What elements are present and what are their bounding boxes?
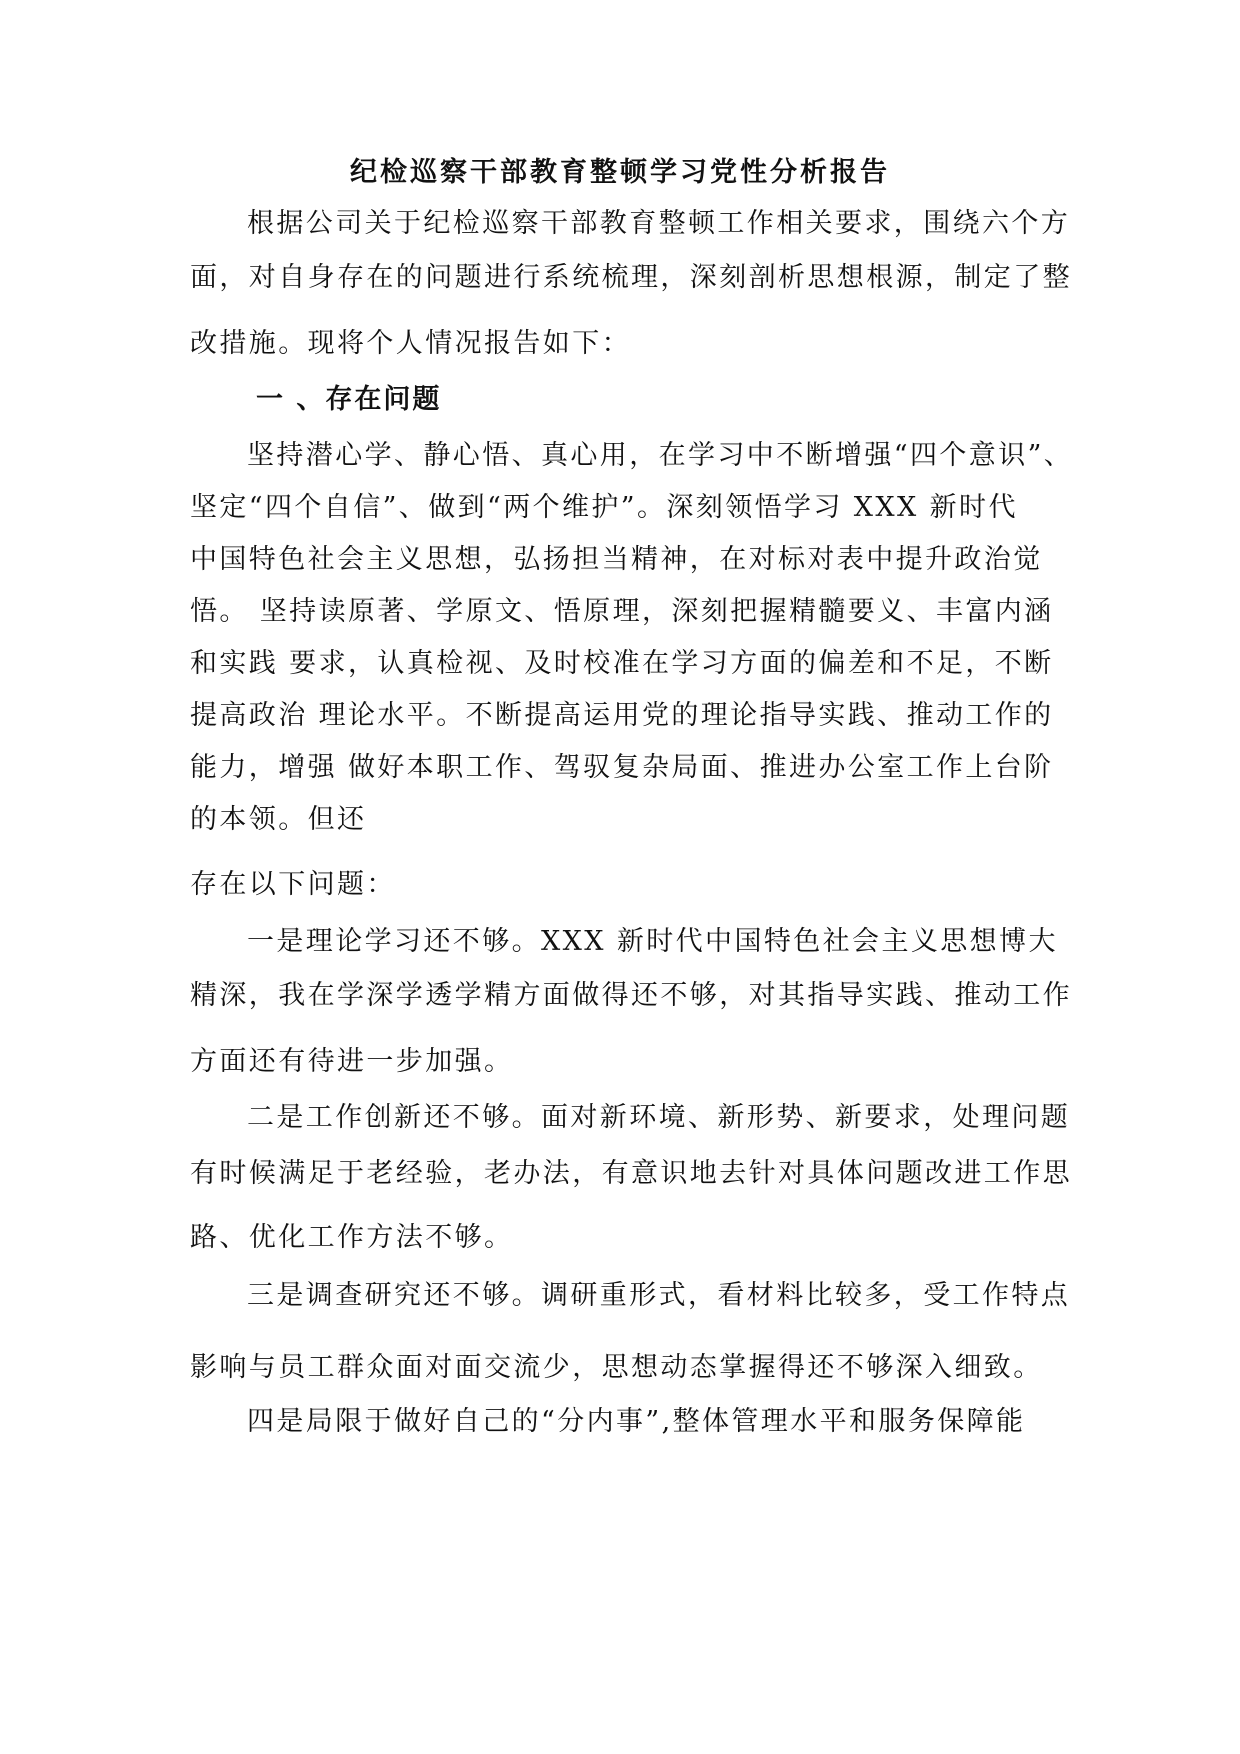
problem-1-line-1: 一是理论学习还不够。XXX 新时代中国特色社会主义思想博大 [247,926,1058,957]
problem-4-line-1: 四是局限于做好自己的“分内事”,整体管理水平和服务保障能 [247,1406,1026,1437]
problem-2-line-2: 有时候满足于老经验，老办法，有意识地去针对具体问题改进工作思 [190,1158,1072,1189]
problem-3-line-1: 三是调查研究还不够。调研重形式，看材料比较多，受工作特点 [247,1280,1071,1311]
body-line-8: 的本领。但还 [190,804,367,835]
intro-line-2: 面，对自身存在的问题进行系统梳理，深刻剖析思想根源，制定了整 [190,262,1072,293]
body-line-6: 提高政治 理论水平。不断提高运用党的理论指导实践、推动工作的 [190,700,1054,731]
intro-line-3: 改措施。现将个人情况报告如下： [190,328,631,359]
problem-2-line-1: 二是工作创新还不够。面对新环境、新形势、新要求，处理问题 [247,1102,1071,1133]
problem-3-line-2: 影响与员工群众面对面交流少，思想动态掌握得还不够深入细致。 [190,1352,1043,1383]
intro-line-1: 根据公司关于纪检巡察干部教育整顿工作相关要求，围绕六个方 [247,208,1071,239]
problem-1-line-2: 精深，我在学深学透学精方面做得还不够，对其指导实践、推动工作 [190,980,1072,1011]
body-line-9: 存在以下问题： [190,869,396,900]
body-line-7: 能力，增强 做好本职工作、驾驭复杂局面、推进办公室工作上台阶 [190,752,1054,783]
body-line-4: 悟。 坚持读原著、学原文、悟原理，深刻把握精髓要义、丰富内涵 [190,596,1054,627]
section-heading: 一 、存在问题 [256,384,442,415]
body-line-3: 中国特色社会主义思想，弘扬担当精神，在对标对表中提升政治觉 [190,544,1043,575]
body-line-1: 坚持潜心学、静心悟、真心用，在学习中不断增强“四个意识”、 [247,440,1074,471]
problem-2-line-3: 路、优化工作方法不够。 [190,1222,514,1253]
body-line-5: 和实践 要求，认真检视、及时校准在学习方面的偏差和不足，不断 [190,648,1054,679]
problem-1-line-3: 方面还有待进一步加强。 [190,1046,514,1077]
body-line-2: 坚定“四个自信”、做到“两个维护”。深刻领悟学习 XXX 新时代 [190,492,1018,523]
document-title: 纪检巡察干部教育整顿学习党性分析报告 [350,157,890,188]
